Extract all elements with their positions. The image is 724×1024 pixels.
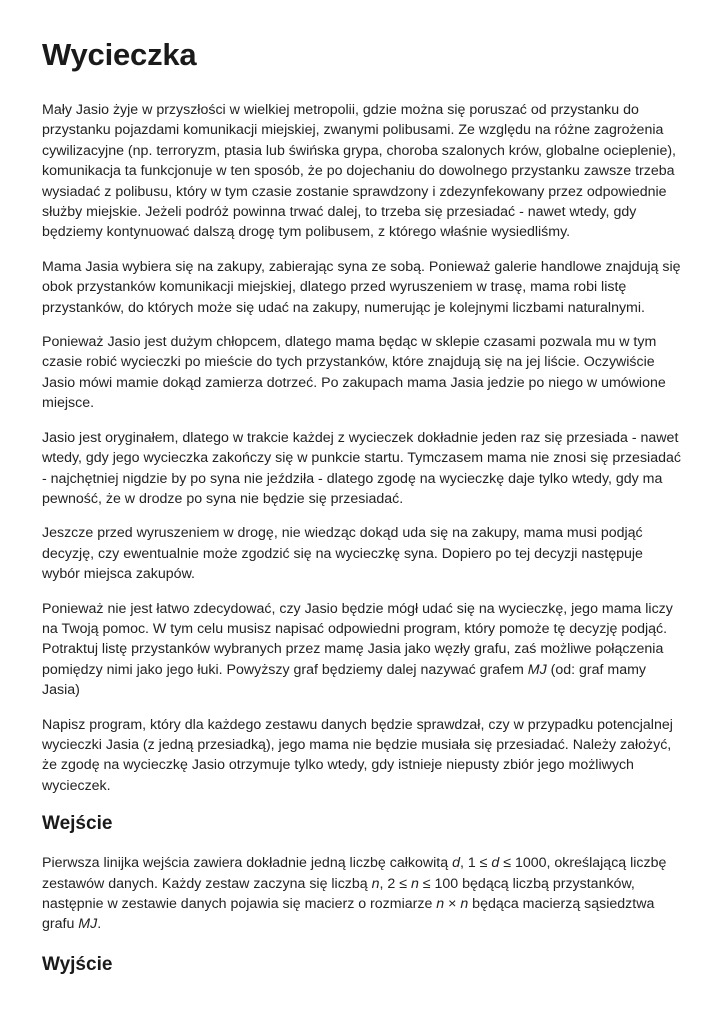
variable: n — [436, 896, 445, 912]
text-run: , 1 ≤ — [459, 855, 492, 872]
input-description — [42, 853, 682, 935]
variable: MJ — [78, 916, 98, 933]
text-run: ≤ 100 będącą liczbą przystanków, następnie w zestawie danych pojawia się macierz o rozmiarze — [42, 875, 635, 912]
paragraph-text: (od: graf mamy Jasia) — [42, 661, 647, 699]
output-heading: Wyjście — [42, 953, 113, 975]
task-paragraph: Napisz program, który dla każdego zestawu danych będzie sprawdzał, czy w przypadku potencjalnej wycieczki Jasia (z jedną przesiadką), jego mama nie będzie musiała się przesiadać. Należy założyć, że zgodę na wycieczkę Jasio otrzymuje tylko wtedy, gdy istnieje niepusty zbiór jego możliwych wycieczek. — [42, 716, 673, 794]
text-run: , 2 ≤ — [379, 875, 411, 892]
text-run: . — [97, 916, 102, 933]
input-heading: Wejście — [42, 813, 113, 835]
story-paragraph-6 — [42, 599, 682, 701]
story-paragraph-1: Mały Jasio żyje w przyszłości w wielkiej metropolii, gdzie można się poruszać od przystanku do przystanku pojazdami komunikacji miejskiej, zwanymi polibusami. Ze względu na różne zagrożenia cywilizacyjne (np. terroryzm, ptasia lub świńska grypa, choroba szalonych krów, globalne ocieplenie), komunikacja ta funkcjonuje w ten sposób, że po dojechaniu do dowolnego przystanku zawsze trzeba wysiadać z polibusu, który w tym czasie zostanie sprawdzony i zdezynfekowany przez odpowiednie służby miejskie. Jeżeli podróż powinna trwać dalej, to trzeba się przesiadać - nawet wtedy, gdy będziemy kontynuować dalszą drogę tym polibusem, z którego właśnie wysiedliśmy. — [42, 102, 677, 241]
text-run: Pierwsza linijka wejścia zawiera dokładnie jedną liczbę całkowitą — [42, 855, 453, 872]
story-paragraph-2: Mama Jasia wybiera się na zakupy, zabierając syna ze sobą. Ponieważ galerie handlowe znajdują się obok przystanków komunikacji miejskiej, dlatego przed wyruszeniem w trasę, mama robi listę przystanków, do których może się udać na zakupy, numerując je kolejnymi liczbami naturalnymi. — [42, 258, 681, 316]
variable: n — [371, 875, 380, 892]
paragraph-text: Ponieważ nie jest łatwo zdecydować, czy Jasio będzie mógł udać się na wycieczkę, jego mama liczy na Twoją pomoc. W tym celu musisz napisać odpowiedni program, który pomoże tę decyzję podjąć. Potraktuj listę przystanków wybranych przez mamę Jasia jako węzły grafu, zaś możliwe połączenia pomiędzy nimi jako jego łuki. Powyższy graf będziemy dalej nazywać grafem — [42, 600, 673, 678]
variable: d — [452, 855, 460, 872]
story-paragraph-4: Jasio jest oryginałem, dlatego w trakcie każdej z wycieczek dokładnie jeden raz się przesiada - nawet wtedy, gdy jego wycieczka zakończy się w punkcie startu. Tymczasem mama nie znosi się przesiadać - najchętniej nigdzie by po syna nie jeździła - dlatego zgodę na wycieczkę daje tylko wtedy, gdy ma pewność, że w drodze po syna nie będzie się przesiadać. — [42, 429, 681, 507]
variable: n — [460, 896, 469, 912]
story-paragraph-5: Jeszcze przed wyruszeniem w drogę, nie wiedząc dokąd uda się na zakupy, mama musi podjąć decyzję, czy ewentualnie może zgodzić się na wycieczkę syna. Dopiero po tej decyzji następuje wybór miejsca zakupów. — [42, 525, 643, 583]
story-paragraph-3: Ponieważ Jasio jest dużym chłopcem, dlatego mama będąc w sklepie czasami pozwala mu w tym czasie robić wycieczki po mieście do tych przystanków, które znajdują się na jej liście. Oczywiście Jasio mówi mamie dokąd zamierza dotrzeć. Po zakupach mama Jasia jedzie po niego w umówione miejsce. — [42, 334, 666, 412]
page-title: Wycieczka — [42, 37, 197, 72]
graph-name: MJ — [527, 661, 547, 678]
variable: d — [491, 855, 500, 872]
variable: n — [410, 875, 419, 892]
text-run: ≤ 1000, określającą liczbę zestawów danych. Każdy zestaw zaczyna się liczbą — [42, 855, 667, 892]
text-run: × — [444, 896, 461, 912]
text-run: będąca macierzą sąsiedztwa grafu — [42, 896, 655, 933]
